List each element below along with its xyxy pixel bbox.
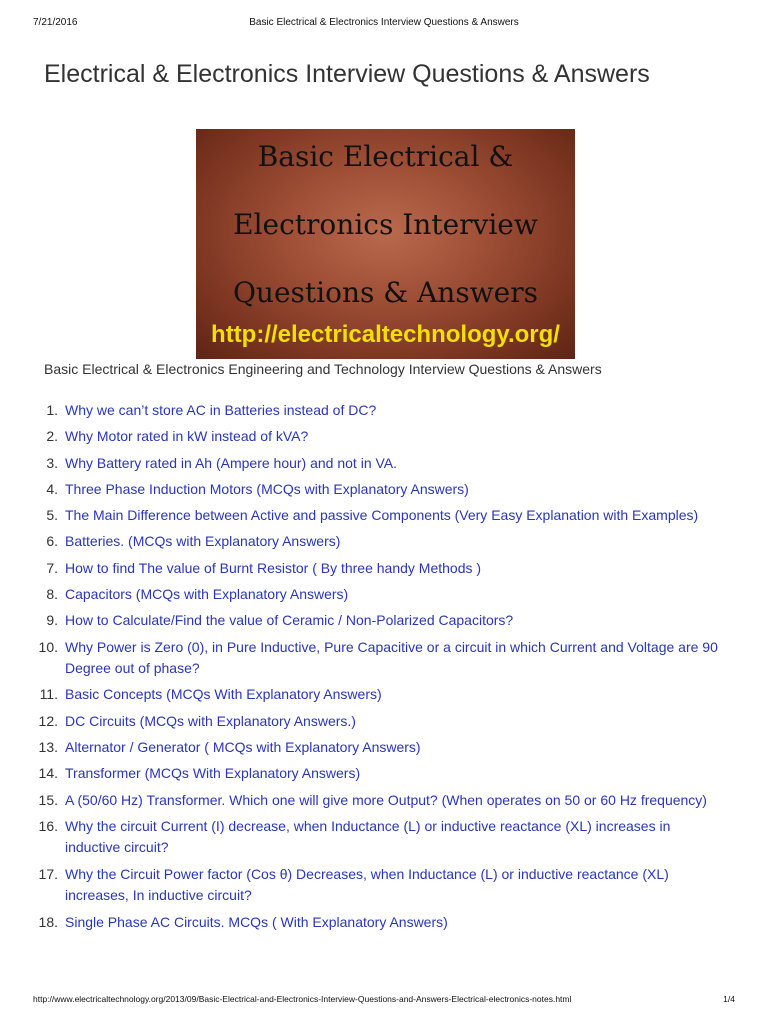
list-item	[34, 711, 724, 733]
list-item-number: 11.	[39, 686, 58, 703]
list-item-number: 5.	[46, 507, 58, 524]
banner-line-3: Questions & Answers	[232, 276, 539, 309]
list-item	[34, 816, 724, 859]
page-title: Electrical & Electronics Interview Questions & Answers	[44, 60, 650, 88]
list-item	[34, 637, 724, 680]
list-item-number: 8.	[46, 586, 58, 603]
banner-line-2: Electronics Interview	[233, 208, 538, 241]
question-link[interactable]: Why the circuit Current (I) decrease, when Inductance (L) or inductive reactance (XL) increases in inductive circuit?	[65, 817, 671, 856]
question-link[interactable]: Transformer (MCQs With Explanatory Answers)	[65, 765, 361, 782]
list-item-number: 10.	[38, 638, 58, 655]
list-item	[34, 737, 724, 759]
list-item	[34, 864, 724, 907]
question-link[interactable]: Capacitors (MCQs with Explanatory Answers)	[65, 586, 349, 603]
list-item-number: 17.	[38, 865, 58, 882]
print-header	[33, 17, 735, 31]
question-link[interactable]: Single Phase AC Circuits. MCQs ( With Explanatory Answers)	[65, 913, 448, 930]
list-item-number: 6.	[46, 533, 58, 550]
list-item-number: 14.	[38, 765, 58, 782]
banner-line-1: Basic Electrical &	[257, 140, 514, 173]
list-item	[34, 763, 724, 785]
list-item-number: 15.	[38, 791, 58, 808]
question-link[interactable]: How to find The value of Burnt Resistor ( By three handy Methods )	[65, 559, 482, 576]
question-link[interactable]: Basic Concepts (MCQs With Explanatory Answers)	[65, 686, 382, 703]
list-item-number: 1.	[46, 402, 58, 418]
question-link[interactable]: Three Phase Induction Motors (MCQs with Explanatory Answers)	[65, 480, 469, 497]
list-item-number: 7.	[46, 559, 58, 576]
list-item-number: 9.	[46, 612, 58, 629]
question-link[interactable]: Why the Circuit Power factor (Cos θ) Decreases, when Inductance (L) or inductive reactance (XL) increases, In inductive circuit?	[65, 865, 669, 904]
list-item	[34, 426, 724, 448]
list-item	[34, 531, 724, 553]
banner-image	[196, 129, 575, 359]
question-link[interactable]: A (50/60 Hz) Transformer. Which one will give more Output? (When operates on 50 or 60 Hz frequency)	[65, 791, 707, 808]
list-item	[34, 479, 724, 501]
list-item	[34, 505, 724, 527]
list-item-number: 4.	[46, 480, 58, 497]
list-item-number: 13.	[38, 739, 58, 756]
question-link[interactable]: Why Power is Zero (0), in Pure Inductive, Pure Capacitive or a circuit in which Current and Voltage are 90 Degree out of phase?	[65, 638, 718, 677]
question-link[interactable]: Alternator / Generator ( MCQs with Explanatory Answers)	[65, 739, 421, 756]
question-link[interactable]: How to Calculate/Find the value of Ceramic / Non-Polarized Capacitors?	[65, 612, 514, 629]
list-item-number: 18.	[38, 913, 58, 930]
list-item	[34, 684, 724, 706]
list-item	[34, 584, 724, 606]
list-item	[34, 610, 724, 632]
banner-url: http://electricaltechnology.org/	[211, 321, 560, 348]
list-item	[34, 400, 724, 422]
list-item	[34, 453, 724, 475]
list-item-number: 12.	[38, 712, 58, 729]
question-list	[34, 400, 724, 938]
question-link[interactable]: Batteries. (MCQs with Explanatory Answers)	[65, 533, 341, 550]
article-subtitle: Basic Electrical & Electronics Engineering and Technology Interview Questions & Answers	[44, 361, 602, 377]
list-item-number: 2.	[46, 428, 58, 445]
question-link[interactable]: The Main Difference between Active and passive Components (Very Easy Explanation with Examples)	[65, 507, 699, 524]
list-item-number: 16.	[38, 817, 58, 834]
question-link[interactable]: DC Circuits (MCQs with Explanatory Answers.)	[65, 712, 356, 729]
question-link[interactable]: Why Motor rated in kW instead of kVA?	[65, 428, 309, 445]
print-footer	[33, 994, 735, 1008]
question-link[interactable]: Why Battery rated in Ah (Ampere hour) and not in VA.	[65, 454, 398, 471]
list-item	[34, 790, 724, 812]
print-date: 7/21/2016	[33, 17, 78, 28]
question-link[interactable]: Why we can’t store AC in Batteries instead of DC?	[65, 402, 377, 418]
list-item	[34, 558, 724, 580]
list-item	[34, 912, 724, 934]
page-number: 1/4	[723, 994, 735, 1004]
print-document-title: Basic Electrical & Electronics Interview Questions & Answers	[249, 17, 519, 28]
print-footer-url: http://www.electricaltechnology.org/2013/09/Basic-Electrical-and-Electronics-Interview-Questions-and-Answers-Electrical-electronics-notes.html	[33, 994, 572, 1004]
list-item-number: 3.	[46, 454, 58, 471]
